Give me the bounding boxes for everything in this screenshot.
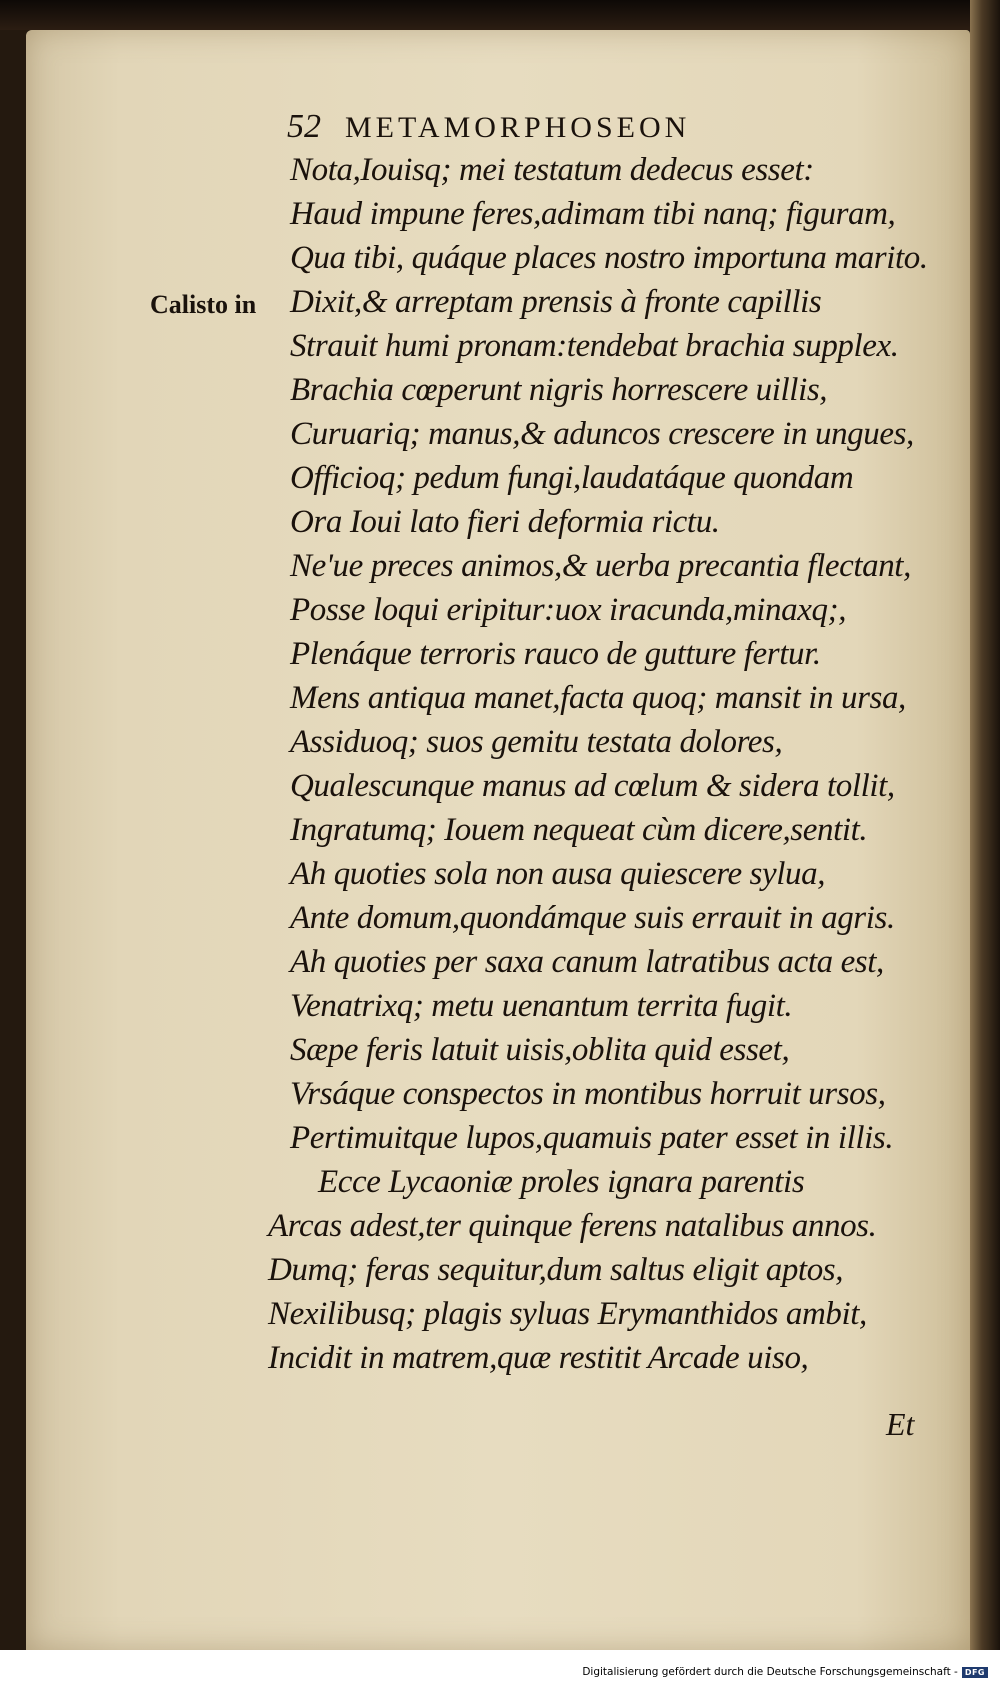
verse-line: Nexilibusq; plagis syluas Erymanthidos ambit, [268,1296,867,1332]
verse-line: Assiduoq; suos gemitu testata dolores, [290,724,783,760]
book-spine-edge [970,0,1000,1650]
verse-line: Ne'ue preces animos,& uerba precantia flectant, [290,548,911,584]
verse-line: Venatrixq; metu uenantum territa fugit. [290,988,793,1024]
verse-line: Ingratumq; Iouem nequeat cùm dicere,sentit. [290,812,868,848]
verse-line: Qua tibi, quáque places nostro importuna marito. [290,240,928,276]
verse-line: Arcas adest,ter quinque ferens natalibus annos. [268,1208,877,1244]
running-title: METAMORPHOSEON [345,111,691,144]
verse-line: Brachia cœperunt nigris horrescere uillis, [290,372,828,408]
digitization-credit [582,1666,988,1678]
verse-line: Ante domum,quondámque suis errauit in agris. [290,900,895,936]
verse-line: Dixit,& arreptam prensis à fronte capillis [290,284,822,320]
credit-text: Digitalisierung gefördert durch die Deutsche Forschungsgemeinschaft - [582,1666,958,1678]
verse-line: Ora Ioui lato fieri deformia rictu. [290,504,720,540]
margin-note: Calisto in [150,290,257,319]
verse-line: Pertimuitque lupos,quamuis pater esset in illis. [290,1120,894,1156]
verse-line: Haud impune feres,adimam tibi nanq; figuram, [290,196,896,232]
verse-line: Dumq; feras sequitur,dum saltus eligit aptos, [268,1252,844,1288]
verse-line: Officioq; pedum fungi,laudatáque quondam [290,460,854,496]
verse-line: Ah quoties per saxa canum latratibus acta est, [290,944,884,980]
verse-line: Mens antiqua manet,facta quoq; mansit in ursa, [290,680,906,716]
verse-line: Plenáque terroris rauco de gutture fertur. [290,636,821,672]
book-top-edge [0,0,1000,30]
verse-line: Sæpe feris latuit uisis,oblita quid esset, [290,1032,790,1068]
verse-line: Posse loqui eripitur:uox iracunda,minaxq;, [290,592,847,628]
catchword: Et [886,1406,915,1442]
verse-line: Vrsáque conspectos in montibus horruit ursos, [290,1076,886,1112]
verse-line: Strauit humi pronam:tendebat brachia supplex. [290,328,899,364]
verse-line: Ecce Lycaoniæ proles ignara parentis [318,1164,805,1200]
page-number: 52 [287,108,321,145]
verse-line: Qualescunque manus ad cœlum & sidera tollit, [290,768,895,804]
verse-line: Curuariq; manus,& aduncos crescere in ungues, [290,416,914,452]
dfg-logo-icon: DFG [962,1667,988,1678]
verse-line: Nota,Iouisq; mei testatum dedecus esset: [290,152,814,188]
page-header [287,108,690,146]
verse-line: Ah quoties sola non ausa quiescere sylua, [290,856,826,892]
verse-line: Incidit in matrem,quæ restitit Arcade uiso, [268,1340,809,1376]
